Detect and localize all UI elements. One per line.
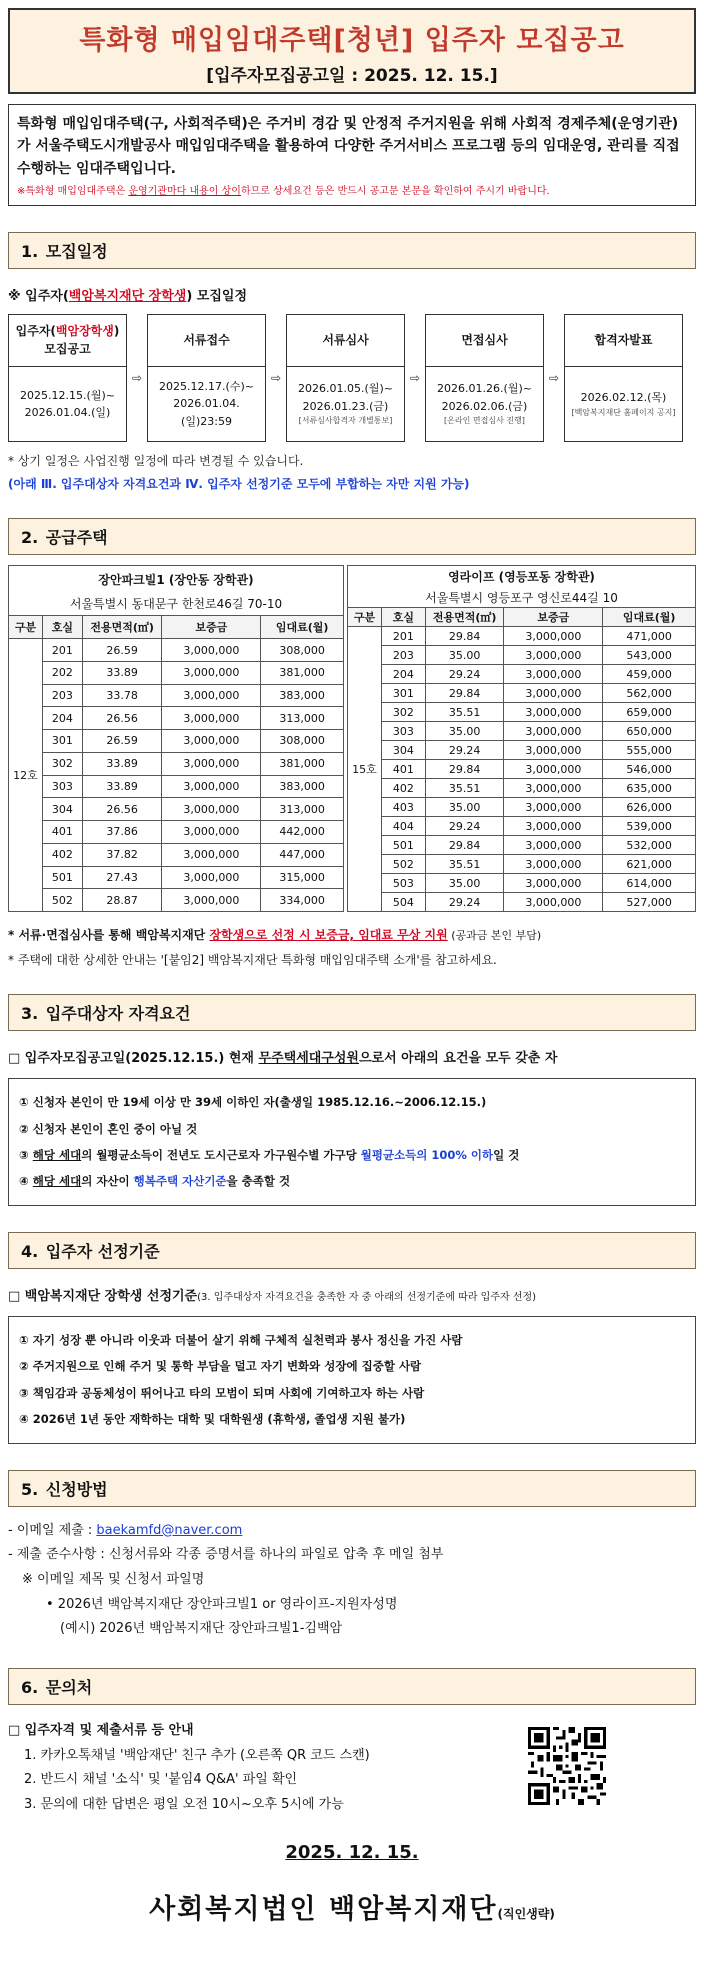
step-body [148, 367, 265, 441]
deposit-cell: 3,000,000 [504, 855, 603, 874]
step-body [9, 367, 126, 441]
area-cell: 35.51 [425, 855, 504, 874]
deposit-cell: 3,000,000 [504, 779, 603, 798]
item-text-end: 을 충족할 것 [226, 1174, 291, 1189]
subtitle-small: (3. 입주대상자 자격요건을 충족한 자 중 아래의 선정기준에 따라 입주자 선정) [197, 1291, 537, 1303]
table-row [348, 798, 696, 817]
arrow-right-icon: ⇨ [548, 371, 560, 386]
schedule-step-announcement [8, 314, 127, 442]
table-row [348, 627, 696, 646]
group-cell: 15호 [348, 627, 382, 912]
rent-cell: 471,000 [603, 627, 696, 646]
room-cell: 301 [381, 684, 425, 703]
rent-cell: 381,000 [261, 752, 344, 775]
intro-note-prefix: ※특화형 매입임대주택은 [17, 186, 129, 198]
table-row [9, 639, 344, 662]
section-title: 모집일정 [45, 242, 108, 262]
subtitle-suffix: 으로서 아래의 요건을 모두 갖춘 자 [358, 1051, 558, 1067]
schedule-subtitle [8, 285, 696, 304]
step-note: [온라인 면접심사 진행] [444, 416, 525, 426]
intro-note [17, 182, 687, 197]
step-date-end: 2026.01.04.(일)23:59 [173, 397, 240, 428]
housing-table-jangan [8, 565, 344, 912]
section-selection-heading [8, 1232, 696, 1269]
area-cell: 26.59 [82, 639, 162, 662]
table-row [348, 855, 696, 874]
room-cell: 302 [381, 703, 425, 722]
area-cell: 33.78 [82, 684, 162, 707]
table-row [9, 752, 344, 775]
room-cell: 204 [381, 665, 425, 684]
deposit-cell: 3,000,000 [162, 843, 261, 866]
room-cell: 503 [381, 874, 425, 893]
area-cell: 35.51 [425, 703, 504, 722]
step-head: 서류심사 [287, 315, 404, 367]
filename-rule: • 2026년 백암복지재단 장안파크빌1 or 영라이프-지원자성명 [46, 1596, 398, 1612]
room-cell: 301 [42, 730, 82, 753]
rent-cell: 313,000 [261, 798, 344, 821]
schedule-step-announcement-result [564, 314, 683, 442]
item-underline: 해당 세대 [32, 1148, 82, 1163]
area-cell: 29.24 [425, 817, 504, 836]
subtitle-prefix: ※ 입주자( [8, 289, 69, 305]
area-cell: 33.89 [82, 775, 162, 798]
room-cell: 401 [381, 760, 425, 779]
building-name: 장안파크빌1 (장안동 장학관) [9, 566, 344, 592]
table-row [9, 843, 344, 866]
housing-table-younglife [347, 565, 696, 912]
rent-cell: 527,000 [603, 893, 696, 912]
intro-note-underline: 운영기관마다 내용이 상이 [128, 186, 241, 198]
step-date-start: 2025.12.15.(월)~ [20, 388, 115, 402]
email-label: - 이메일 제출 : [8, 1522, 97, 1538]
column-header: 호실 [42, 616, 82, 639]
rent-cell: 614,000 [603, 874, 696, 893]
table-row [348, 741, 696, 760]
section-housing-heading [8, 518, 696, 555]
seal-omitted-note: (직인생략) [497, 1906, 555, 1921]
section-eligibility-heading [8, 994, 696, 1031]
rent-cell: 442,000 [261, 821, 344, 844]
subtitle-suffix: ) 모집일정 [186, 289, 248, 305]
building-name: 영라이프 (영등포동 장학관) [348, 566, 696, 588]
list-item [19, 1168, 685, 1194]
step-title: 입주자( [15, 324, 56, 339]
subtitle-underline: 무주택세대구성원 [258, 1051, 359, 1067]
step-body [426, 367, 543, 441]
deposit-cell: 3,000,000 [504, 817, 603, 836]
room-cell: 404 [381, 817, 425, 836]
deposit-cell: 3,000,000 [162, 752, 261, 775]
deposit-cell: 3,000,000 [504, 684, 603, 703]
room-cell: 303 [42, 775, 82, 798]
deposit-cell: 3,000,000 [162, 730, 261, 753]
step-date-end: 2026.01.04.(일) [24, 406, 111, 420]
step-date-start: 2026.01.05.(월)~ [298, 382, 393, 396]
room-cell: 302 [42, 752, 82, 775]
step-title-end: ) [113, 324, 120, 339]
rent-cell: 459,000 [603, 665, 696, 684]
step-date-start: 2026.01.26.(월)~ [437, 382, 532, 396]
area-cell: 29.24 [425, 665, 504, 684]
area-cell: 26.59 [82, 730, 162, 753]
selection-list [8, 1316, 696, 1444]
table-row [9, 821, 344, 844]
list-item: 1. 카카오톡채널 '백암재단' 친구 추가 (오른쪽 QR 코드 스캔) [24, 1747, 370, 1763]
subtitle-highlight: 백암복지재단 장학생 [68, 289, 187, 305]
room-cell: 204 [42, 707, 82, 730]
deposit-cell: 3,000,000 [504, 798, 603, 817]
area-cell: 26.56 [82, 707, 162, 730]
table-row [348, 874, 696, 893]
rent-cell: 308,000 [261, 639, 344, 662]
room-cell: 203 [381, 646, 425, 665]
table-row [9, 775, 344, 798]
step-head: 면접심사 [426, 315, 543, 367]
table-row [348, 684, 696, 703]
section-contact-heading [8, 1668, 696, 1705]
room-cell: 201 [42, 639, 82, 662]
table-row [348, 760, 696, 779]
section-number: 6. [21, 1678, 39, 1698]
list-item: ④ 2026년 1년 동안 재학하는 대학 및 대학원생 (휴학생, 졸업생 지원 불가) [19, 1412, 406, 1427]
step-head: 합격자발표 [565, 315, 682, 367]
item-text-end: 일 것 [493, 1148, 520, 1163]
area-cell: 35.00 [425, 646, 504, 665]
column-header: 구분 [348, 608, 382, 627]
room-cell: 201 [381, 627, 425, 646]
table-header-row [348, 608, 696, 627]
step-title-highlight: 백암장학생 [55, 324, 114, 339]
rent-cell: 635,000 [603, 779, 696, 798]
step-date: 2026.02.12.(목) [580, 390, 667, 404]
deposit-cell: 3,000,000 [504, 646, 603, 665]
rent-cell: 447,000 [261, 843, 344, 866]
eligibility-note: (아래 Ⅲ. 입주대상자 자격요건과 Ⅳ. 입주자 선정기준 모두에 부합하는 자만 지원 가능) [8, 477, 470, 492]
deposit-cell: 3,000,000 [162, 639, 261, 662]
rent-cell: 381,000 [261, 661, 344, 684]
column-header: 호실 [381, 608, 425, 627]
list-item: 2. 반드시 채널 '소식' 및 '붙임4 Q&A' 파일 확인 [24, 1772, 298, 1788]
step-date-end: 2026.02.06.(금) [441, 399, 528, 413]
footer-organization [8, 1887, 696, 1926]
step-title-line2: 모집공고 [44, 341, 91, 356]
schedule-flow [8, 314, 696, 442]
table-row [348, 779, 696, 798]
table-row [348, 722, 696, 741]
qr-code-icon[interactable] [528, 1727, 606, 1805]
section-number: 5. [21, 1479, 39, 1499]
rent-cell: 626,000 [603, 798, 696, 817]
building-address: 서울특별시 영등포구 영신로44길 10 [348, 588, 696, 608]
deposit-cell: 3,000,000 [162, 798, 261, 821]
section-number: 4. [21, 1241, 39, 1261]
area-cell: 33.89 [82, 752, 162, 775]
item-number: ③ [19, 1148, 33, 1163]
room-cell: 401 [42, 821, 82, 844]
deposit-cell: 3,000,000 [162, 866, 261, 889]
rent-cell: 562,000 [603, 684, 696, 703]
filename-rule-title: ※ 이메일 제목 및 신청서 파일명 [22, 1572, 205, 1588]
section-number: 1. [21, 242, 39, 262]
section-title: 공급주택 [45, 528, 108, 548]
intro-note-suffix: 하므로 상세요건 등은 반드시 공고문 본문을 확인하여 주시기 바랍니다. [240, 186, 550, 198]
item-underline: 해당 세대 [32, 1174, 82, 1189]
table-row [348, 665, 696, 684]
rent-cell: 532,000 [603, 836, 696, 855]
building-address: 서울특별시 동대문구 한천로46길 70-10 [9, 592, 344, 616]
item-highlight: 행복주택 자산기준 [133, 1174, 227, 1189]
area-cell: 29.24 [425, 741, 504, 760]
column-header: 임대료(월) [603, 608, 696, 627]
section-apply-heading [8, 1470, 696, 1507]
room-cell: 202 [42, 661, 82, 684]
step-date-start: 2025.12.17.(수)~ [159, 379, 254, 393]
schedule-step-document-review [286, 314, 405, 442]
column-header: 전용면적(㎡) [425, 608, 504, 627]
area-cell: 29.84 [425, 760, 504, 779]
room-cell: 402 [381, 779, 425, 798]
room-cell: 403 [381, 798, 425, 817]
room-cell: 502 [42, 889, 82, 912]
column-header: 구분 [9, 616, 43, 639]
rent-cell: 313,000 [261, 707, 344, 730]
deposit-cell: 3,000,000 [504, 874, 603, 893]
rent-cell: 383,000 [261, 775, 344, 798]
room-cell: 501 [381, 836, 425, 855]
table-row [9, 798, 344, 821]
rent-cell: 383,000 [261, 684, 344, 707]
intro-box [8, 104, 696, 206]
column-header: 전용면적(㎡) [82, 616, 162, 639]
step-head [9, 315, 126, 367]
list-item: ① 신청자 본인이 만 19세 이상 만 39세 이하인 자(출생일 1985.12.16.~2006.12.15.) [19, 1095, 487, 1110]
announcement-date: [입주자모집공고일 : 2025. 12. 15.] [206, 66, 498, 86]
table-row [348, 836, 696, 855]
subtitle-main: □ 백암복지재단 장학생 선정기준 [8, 1288, 198, 1304]
schedule-note: * 상기 일정은 사업진행 일정에 따라 변경될 수 있습니다. [8, 454, 304, 469]
list-item: 3. 문의에 대한 답변은 평일 오전 10시~오후 5시에 가능 [24, 1797, 344, 1813]
inquiry-text [8, 1719, 370, 1818]
schedule-step-interview [425, 314, 544, 442]
room-cell: 304 [42, 798, 82, 821]
table-row [9, 684, 344, 707]
eligibility-subtitle [8, 1047, 696, 1066]
organization-name: 사회복지법인 백암복지재단 [149, 1893, 498, 1925]
deposit-cell: 3,000,000 [504, 741, 603, 760]
area-cell: 28.87 [82, 889, 162, 912]
area-cell: 27.43 [82, 866, 162, 889]
table-row [9, 866, 344, 889]
table-row [9, 889, 344, 912]
rent-cell: 315,000 [261, 866, 344, 889]
list-item [19, 1142, 685, 1168]
email-link[interactable]: baekamfd@naver.com [96, 1522, 243, 1538]
room-cell: 502 [381, 855, 425, 874]
section-number: 3. [21, 1004, 39, 1024]
support-note-highlight: 장학생으로 선정 시 보증금, 임대료 무상 지원 [209, 928, 448, 943]
step-body [565, 367, 682, 441]
table-row [9, 661, 344, 684]
deposit-cell: 3,000,000 [504, 627, 603, 646]
area-cell: 35.00 [425, 798, 504, 817]
area-cell: 35.00 [425, 874, 504, 893]
list-item: ① 자기 성장 뿐 아니라 이웃과 더불어 살기 위해 구체적 실천력과 봉사 정신을 가진 사람 [19, 1332, 463, 1347]
table-row [348, 646, 696, 665]
area-cell: 26.56 [82, 798, 162, 821]
submission-rule: - 제출 준수사항 : 신청서류와 각종 증명서를 하나의 파일로 압축 후 메일 첨부 [8, 1547, 444, 1563]
room-cell: 203 [42, 684, 82, 707]
section-title: 입주대상자 자격요건 [45, 1004, 191, 1024]
support-note-suffix: (공과금 본인 부담) [447, 929, 542, 943]
rent-cell: 621,000 [603, 855, 696, 874]
table-row [348, 893, 696, 912]
room-cell: 501 [42, 866, 82, 889]
room-cell: 504 [381, 893, 425, 912]
deposit-cell: 3,000,000 [162, 821, 261, 844]
deposit-cell: 3,000,000 [504, 836, 603, 855]
column-header: 보증금 [504, 608, 603, 627]
deposit-cell: 3,000,000 [162, 684, 261, 707]
rent-cell: 308,000 [261, 730, 344, 753]
rent-cell: 555,000 [603, 741, 696, 760]
item-text: 의 자산이 [81, 1174, 134, 1189]
area-cell: 29.84 [425, 684, 504, 703]
rent-cell: 539,000 [603, 817, 696, 836]
deposit-cell: 3,000,000 [162, 775, 261, 798]
area-cell: 29.84 [425, 627, 504, 646]
table-row [9, 707, 344, 730]
deposit-cell: 3,000,000 [504, 760, 603, 779]
list-item: ② 주거지원으로 인해 주거 및 통학 부담을 덜고 자기 변화와 성장에 집중할 사람 [19, 1359, 422, 1374]
table-row [9, 730, 344, 753]
section-schedule-heading [8, 232, 696, 269]
list-item: ② 신청자 본인이 혼인 중이 아닐 것 [19, 1121, 198, 1136]
deposit-cell: 3,000,000 [504, 893, 603, 912]
filename-example: (예시) 2026년 백암복지재단 장안파크빌1-김백암 [60, 1621, 343, 1637]
column-header: 임대료(월) [261, 616, 344, 639]
deposit-cell: 3,000,000 [162, 661, 261, 684]
item-text: 의 월평균소득이 전년도 도시근로자 가구원수별 가구당 [81, 1148, 361, 1163]
subtitle-prefix: □ 입주자모집공고일(2025.12.15.) 현재 [8, 1051, 259, 1067]
selection-subtitle [8, 1285, 696, 1304]
step-date-end: 2026.01.23.(금) [302, 399, 389, 413]
deposit-cell: 3,000,000 [162, 707, 261, 730]
deposit-cell: 3,000,000 [504, 665, 603, 684]
support-note [8, 926, 696, 943]
item-number: ④ [19, 1174, 33, 1189]
deposit-cell: 3,000,000 [504, 703, 603, 722]
area-cell: 29.24 [425, 893, 504, 912]
table-row [348, 703, 696, 722]
item-highlight: 월평균소득의 100% 이하 [360, 1148, 494, 1163]
section-title: 신청방법 [45, 1479, 108, 1499]
column-header: 보증금 [162, 616, 261, 639]
area-cell: 37.82 [82, 843, 162, 866]
group-cell: 12호 [9, 639, 43, 912]
housing-detail-note: * 주택에 대한 상세한 안내는 '[붙임2] 백암복지재단 특화형 매입임대주택 소개'를 참고하세요. [8, 953, 497, 968]
room-cell: 303 [381, 722, 425, 741]
step-body [287, 367, 404, 441]
area-cell: 35.51 [425, 779, 504, 798]
email-line [8, 1519, 696, 1544]
list-item: ③ 책임감과 공동체성이 뛰어나고 타의 모범이 되며 사회에 기여하고자 하는 사람 [19, 1385, 425, 1400]
section-title: 문의처 [45, 1678, 93, 1698]
housing-tables [8, 565, 696, 912]
section-number: 2. [21, 528, 39, 548]
intro-text: 특화형 매입임대주택(구, 사회적주택)은 주거비 경감 및 안정적 주거지원을 위해 사회적 경제주체(운영기관)가 서울주택도시개발공사 매입임대주택을 활용하여 다양한 주거서비스 프로그램 등의 임대운영, 관리를 직접 수행하는 임대주택입니다. [17, 116, 680, 177]
rent-cell: 334,000 [261, 889, 344, 912]
area-cell: 35.00 [425, 722, 504, 741]
eligibility-list [8, 1078, 696, 1206]
arrow-right-icon: ⇨ [409, 371, 421, 386]
title-box [8, 8, 696, 94]
room-cell: 402 [42, 843, 82, 866]
inquiry-block [8, 1719, 696, 1818]
rent-cell: 543,000 [603, 646, 696, 665]
page-title: 특화형 매입임대주택[청년] 입주자 모집공고 [79, 25, 625, 56]
deposit-cell: 3,000,000 [504, 722, 603, 741]
apply-instructions [8, 1519, 696, 1642]
area-cell: 29.84 [425, 836, 504, 855]
area-cell: 33.89 [82, 661, 162, 684]
section-title: 입주자 선정기준 [45, 1241, 160, 1261]
room-cell: 304 [381, 741, 425, 760]
table-header-row [9, 616, 344, 639]
area-cell: 37.86 [82, 821, 162, 844]
step-head: 서류접수 [148, 315, 265, 367]
schedule-step-submission [147, 314, 266, 442]
step-note: [백암복지재단 홈페이지 공지] [571, 407, 676, 417]
arrow-right-icon: ⇨ [270, 371, 282, 386]
deposit-cell: 3,000,000 [162, 889, 261, 912]
table-row [348, 817, 696, 836]
step-note: [서류심사합격자 개별통보] [298, 416, 393, 426]
inquiry-subtitle: □ 입주자격 및 제출서류 등 안내 [8, 1723, 194, 1739]
arrow-right-icon: ⇨ [131, 371, 143, 386]
rent-cell: 650,000 [603, 722, 696, 741]
footer-date: 2025. 12. 15. [285, 1841, 419, 1863]
rent-cell: 659,000 [603, 703, 696, 722]
support-note-prefix: * 서류·면접심사를 통해 백암복지재단 [8, 928, 210, 943]
rent-cell: 546,000 [603, 760, 696, 779]
